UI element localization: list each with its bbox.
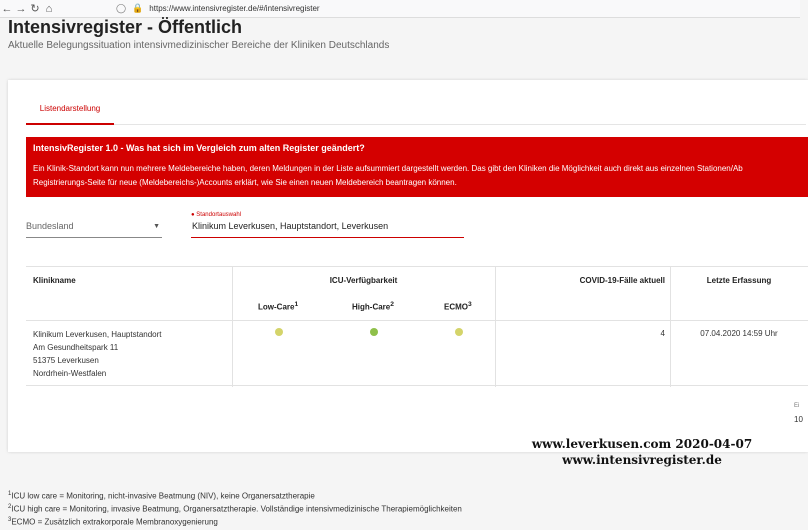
ecmo-status-dot bbox=[455, 328, 463, 336]
header-high-care[interactable]: High-Care$^2$ bbox=[352, 301, 394, 312]
klinik-state: Nordrhein-Westfalen bbox=[33, 369, 107, 378]
browser-toolbar bbox=[0, 0, 800, 18]
header-ecmo[interactable]: ECMO$^3$ bbox=[444, 301, 472, 312]
alert-text-line-2: Registrierungs-Seite für neue (Meldebereichs-)Accounts erklärt, wie Sie einen neuen Meldebereich beantragen können. bbox=[33, 178, 457, 187]
watermark-line-2: www.intensivregister.de bbox=[562, 453, 722, 467]
header-icu: ICU-Verfügbarkeit bbox=[329, 276, 398, 285]
pager-label: Ei bbox=[794, 403, 800, 409]
bundesland-select[interactable] bbox=[26, 221, 162, 238]
alert-text-line-1: Ein Klinik-Standort kann nun mehrere Meldebereiche haben, deren Meldungen in der Liste aufsummiert dargestellt werden. Das gibt den Kliniken die Möglichkeit auch direkt aus einzelnen Stationen/Ab bbox=[33, 164, 743, 173]
pager-select[interactable]: 10 bbox=[794, 415, 803, 424]
alert-title: IntensivRegister 1.0 - Was hat sich im Vergleich zum alten Register geändert? bbox=[33, 143, 365, 153]
tab-listendarstellung[interactable]: Listendarstellung bbox=[26, 99, 114, 125]
standort-input[interactable]: Klinikum Leverkusen, Hauptstandort, Leverkusen bbox=[191, 221, 464, 238]
high-care-status-dot bbox=[370, 328, 378, 336]
address-bar[interactable] bbox=[116, 3, 320, 14]
lock-icon: 🔒 bbox=[132, 3, 144, 13]
page-title: Intensivregister - Öffentlich bbox=[8, 17, 243, 37]
covid-count: 4 bbox=[660, 329, 665, 338]
arrow-right-icon[interactable]: → bbox=[15, 2, 27, 15]
home-icon[interactable]: ⌂ bbox=[45, 2, 53, 15]
klinik-city: 51375 Leverkusen bbox=[33, 356, 99, 365]
tab-bar bbox=[26, 99, 806, 125]
page-subtitle: Aktuelle Belegungssituation intensivmedizinischer Bereiche der Kliniken Deutschlands bbox=[8, 40, 390, 51]
arrow-left-icon[interactable]: ← bbox=[1, 2, 13, 15]
url-text: https://www.intensivregister.de/#/intensivregister bbox=[149, 4, 320, 13]
info-alert bbox=[26, 137, 808, 197]
klinik-street: Am Gesundheitspark 11 bbox=[33, 343, 119, 352]
footnote-1: $^1$ICU low care = Monitoring, nicht-invasive Beatmung (NIV), keine Organersatztherapie bbox=[8, 491, 315, 501]
header-klinikname[interactable]: Klinikname bbox=[33, 276, 76, 285]
results-table bbox=[26, 266, 808, 386]
watermark-line-1: www.leverkusen.com 2020-04-07 bbox=[531, 437, 753, 451]
bundesland-placeholder: Bundesland bbox=[26, 221, 74, 231]
header-erfassung[interactable]: Letzte Erfassung bbox=[706, 276, 772, 285]
header-covid[interactable]: COVID-19-Fälle aktuell bbox=[579, 276, 665, 285]
main-card bbox=[8, 80, 808, 452]
reload-icon[interactable]: ↻ bbox=[30, 3, 40, 15]
klinik-address bbox=[33, 328, 162, 380]
footnote-3: $^3$ECMO = Zusätzlich extrakorporale Membranoxygenierung bbox=[8, 517, 218, 527]
header-low-care[interactable]: Low-Care$^1$ bbox=[258, 301, 299, 312]
footnote-2: $^2$ICU high care = Monitoring, invasive Beatmung, Organersatztherapie. Vollständige intensivmedizinische Therapiemöglichkeiten bbox=[8, 504, 462, 514]
shield-icon: ◯ bbox=[116, 3, 127, 13]
klinik-name: Klinikum Leverkusen, Hauptstandort bbox=[33, 330, 162, 339]
map-pin-icon: ● bbox=[191, 212, 195, 218]
chevron-down-icon: ▼ bbox=[153, 223, 160, 230]
erfassung-date: 07.04.2020 14:59 Uhr bbox=[700, 329, 778, 338]
standort-label: ● Standortauswahl bbox=[191, 212, 241, 218]
low-care-status-dot bbox=[275, 328, 283, 336]
